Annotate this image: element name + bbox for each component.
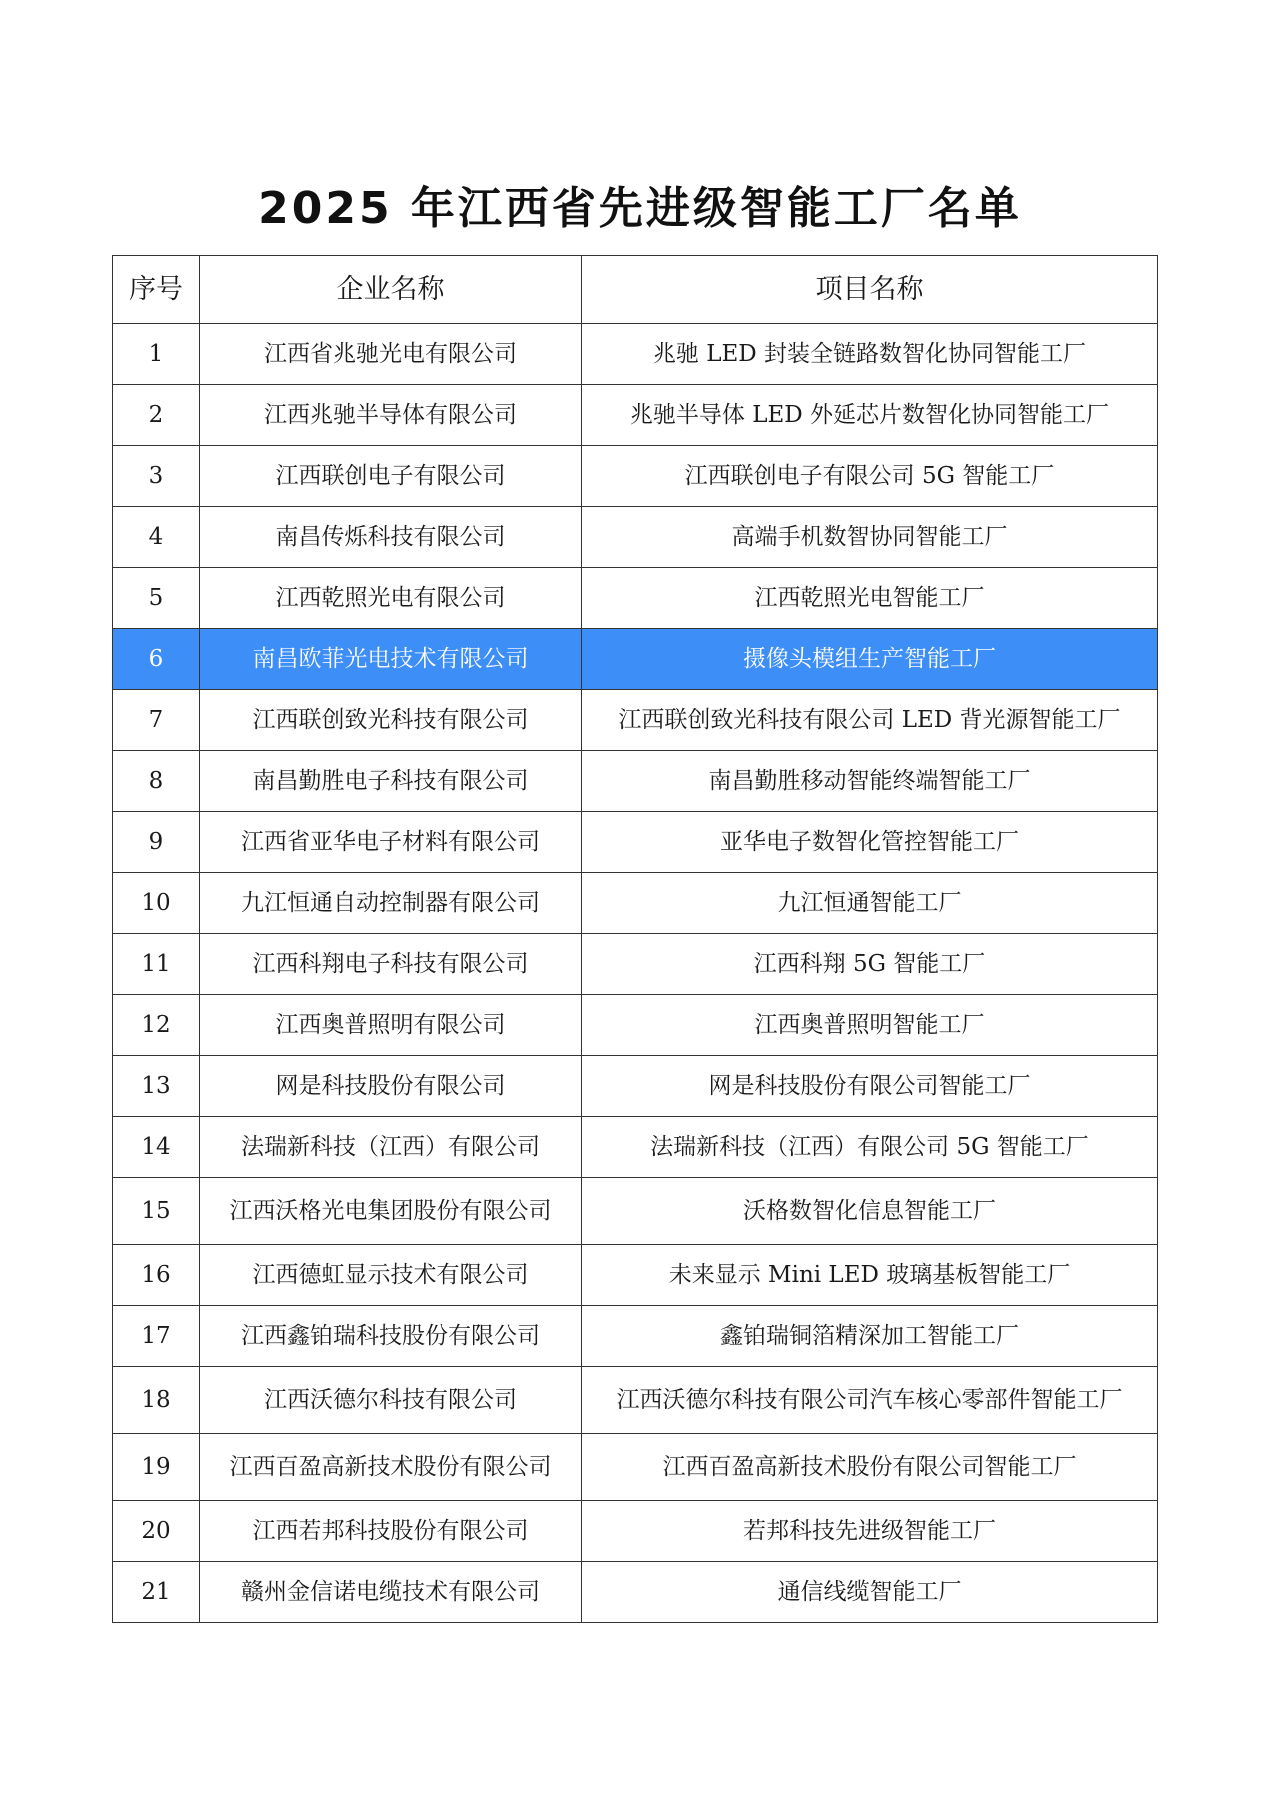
cell-index: 16 [113,1245,200,1306]
cell-project-name: 摄像头模组生产智能工厂 [582,629,1158,690]
cell-project-name: 江西联创致光科技有限公司 LED 背光源智能工厂 [582,690,1158,751]
table-row[interactable] [113,324,1158,385]
cell-company-name: 江西鑫铂瑞科技股份有限公司 [200,1306,582,1367]
table-row[interactable] [113,1562,1158,1623]
cell-project-name: 网是科技股份有限公司智能工厂 [582,1056,1158,1117]
cell-company-name: 江西德虹显示技术有限公司 [200,1245,582,1306]
cell-project-name: 未来显示 Mini LED 玻璃基板智能工厂 [582,1245,1158,1306]
table-row[interactable] [113,1178,1158,1245]
cell-company-name: 江西省兆驰光电有限公司 [200,324,582,385]
table-row[interactable] [113,1056,1158,1117]
cell-index: 17 [113,1306,200,1367]
cell-index: 6 [113,629,200,690]
cell-index: 9 [113,812,200,873]
cell-company-name: 网是科技股份有限公司 [200,1056,582,1117]
table-row[interactable] [113,751,1158,812]
cell-project-name: 兆驰半导体 LED 外延芯片数智化协同智能工厂 [582,385,1158,446]
cell-project-name: 南昌勤胜移动智能终端智能工厂 [582,751,1158,812]
cell-project-name: 江西百盈高新技术股份有限公司智能工厂 [582,1434,1158,1501]
table-row[interactable] [113,690,1158,751]
cell-index: 3 [113,446,200,507]
table-row[interactable] [113,812,1158,873]
table-row[interactable] [113,873,1158,934]
cell-index: 13 [113,1056,200,1117]
table-row[interactable] [113,1367,1158,1434]
cell-company-name: 江西联创致光科技有限公司 [200,690,582,751]
cell-company-name: 江西乾照光电有限公司 [200,568,582,629]
cell-index: 21 [113,1562,200,1623]
cell-index: 8 [113,751,200,812]
cell-project-name: 鑫铂瑞铜箔精深加工智能工厂 [582,1306,1158,1367]
cell-company-name: 江西联创电子有限公司 [200,446,582,507]
cell-project-name: 沃格数智化信息智能工厂 [582,1178,1158,1245]
cell-project-name: 兆驰 LED 封装全链路数智化协同智能工厂 [582,324,1158,385]
cell-index: 20 [113,1501,200,1562]
cell-index: 15 [113,1178,200,1245]
cell-company-name: 南昌欧菲光电技术有限公司 [200,629,582,690]
cell-index: 2 [113,385,200,446]
cell-company-name: 江西兆驰半导体有限公司 [200,385,582,446]
table-row-selected[interactable] [113,629,1158,690]
cell-company-name: 江西沃格光电集团股份有限公司 [200,1178,582,1245]
cell-project-name: 江西科翔 5G 智能工厂 [582,934,1158,995]
cell-company-name: 江西科翔电子科技有限公司 [200,934,582,995]
table-row[interactable] [113,934,1158,995]
cell-company-name: 赣州金信诺电缆技术有限公司 [200,1562,582,1623]
cell-company-name: 江西省亚华电子材料有限公司 [200,812,582,873]
page-title: 2025 年江西省先进级智能工厂名单 [258,183,1022,234]
table-row[interactable] [113,568,1158,629]
cell-company-name: 南昌勤胜电子科技有限公司 [200,751,582,812]
cell-company-name: 江西沃德尔科技有限公司 [200,1367,582,1434]
cell-index: 1 [113,324,200,385]
cell-company-name: 南昌传烁科技有限公司 [200,507,582,568]
table-body [113,324,1158,1623]
cell-project-name: 九江恒通智能工厂 [582,873,1158,934]
cell-project-name: 通信线缆智能工厂 [582,1562,1158,1623]
table-row[interactable] [113,385,1158,446]
cell-index: 5 [113,568,200,629]
cell-company-name: 江西百盈高新技术股份有限公司 [200,1434,582,1501]
table-row[interactable] [113,1117,1158,1178]
table-header-row [113,256,1158,324]
cell-project-name: 江西奥普照明智能工厂 [582,995,1158,1056]
factory-list-table [112,255,1158,1623]
cell-index: 12 [113,995,200,1056]
table-row[interactable] [113,1434,1158,1501]
cell-company-name: 江西奥普照明有限公司 [200,995,582,1056]
table-row[interactable] [113,446,1158,507]
cell-index: 10 [113,873,200,934]
cell-company-name: 江西若邦科技股份有限公司 [200,1501,582,1562]
cell-company-name: 九江恒通自动控制器有限公司 [200,873,582,934]
column-header-project: 项目名称 [582,256,1158,324]
cell-project-name: 法瑞新科技（江西）有限公司 5G 智能工厂 [582,1117,1158,1178]
cell-index: 14 [113,1117,200,1178]
table-row[interactable] [113,1245,1158,1306]
cell-index: 4 [113,507,200,568]
cell-index: 7 [113,690,200,751]
cell-index: 18 [113,1367,200,1434]
table-row[interactable] [113,1501,1158,1562]
cell-index: 19 [113,1434,200,1501]
cell-project-name: 江西乾照光电智能工厂 [582,568,1158,629]
cell-project-name: 江西沃德尔科技有限公司汽车核心零部件智能工厂 [582,1367,1158,1434]
table-row[interactable] [113,1306,1158,1367]
table-row[interactable] [113,507,1158,568]
cell-project-name: 高端手机数智协同智能工厂 [582,507,1158,568]
cell-index: 11 [113,934,200,995]
cell-project-name: 若邦科技先进级智能工厂 [582,1501,1158,1562]
column-header-index: 序号 [113,256,200,324]
cell-company-name: 法瑞新科技（江西）有限公司 [200,1117,582,1178]
cell-project-name: 江西联创电子有限公司 5G 智能工厂 [582,446,1158,507]
column-header-company: 企业名称 [200,256,582,324]
cell-project-name: 亚华电子数智化管控智能工厂 [582,812,1158,873]
table-row[interactable] [113,995,1158,1056]
